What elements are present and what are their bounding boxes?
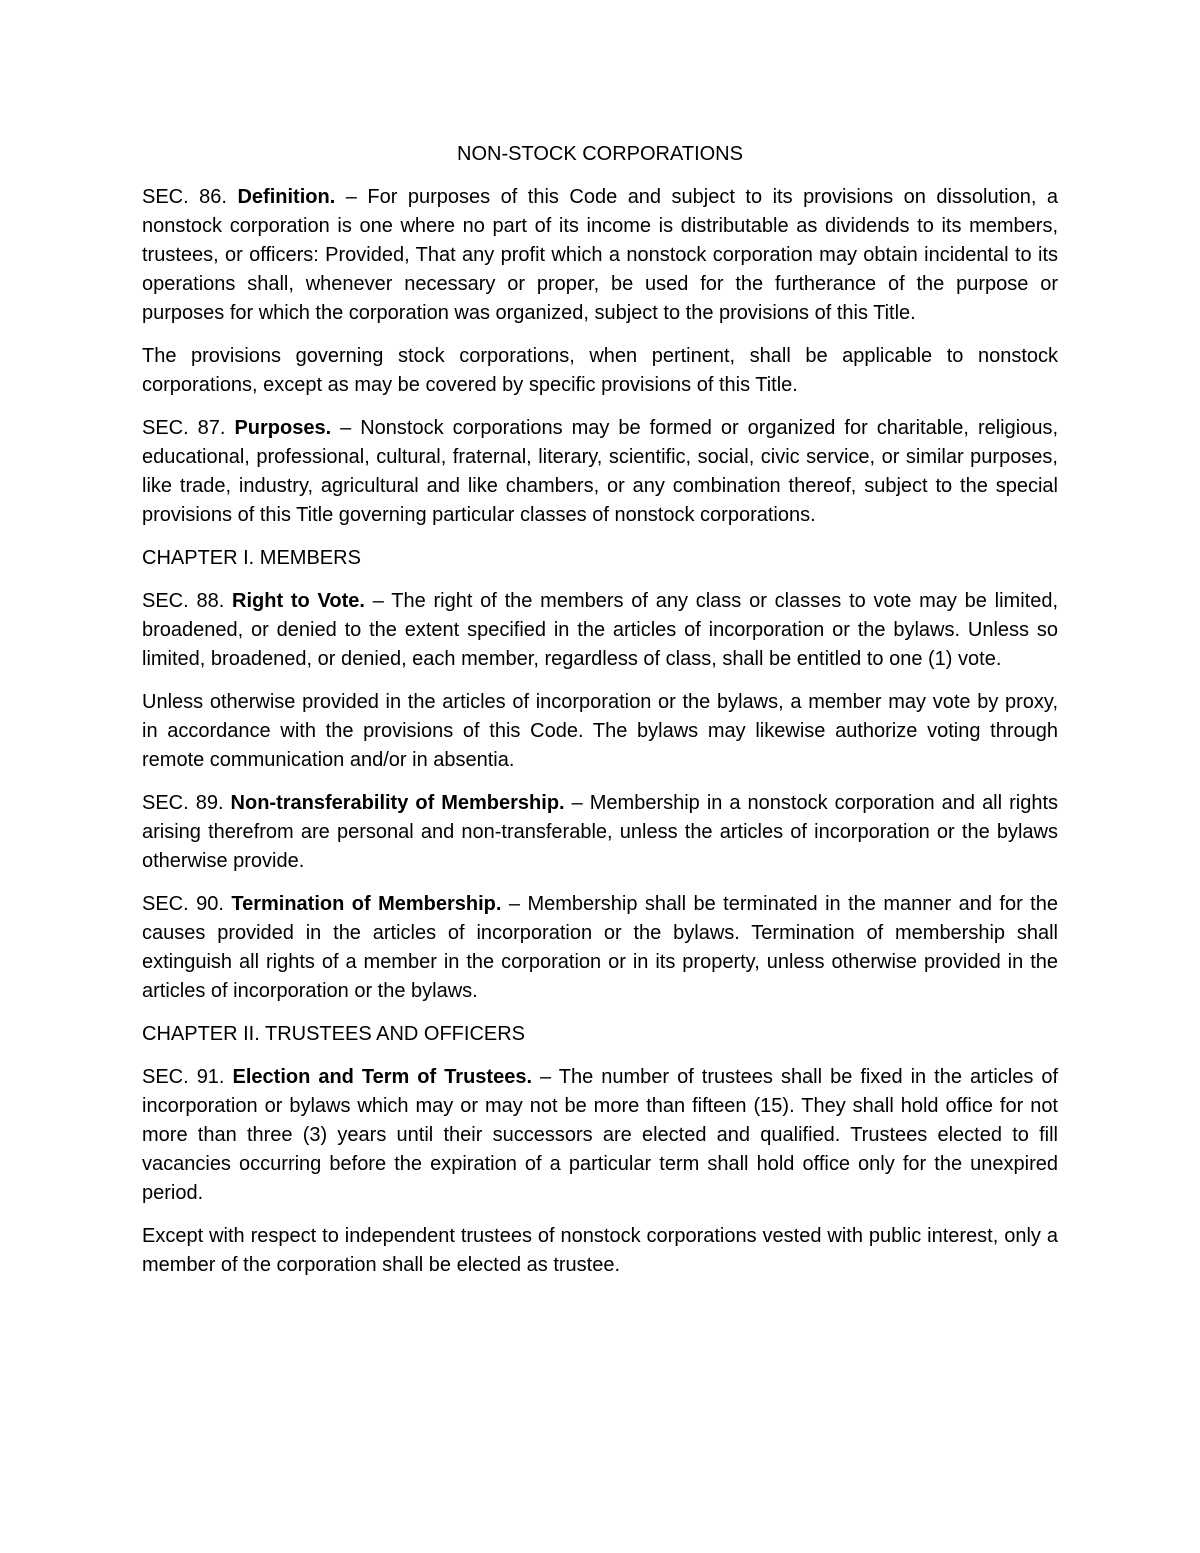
document-title: NON-STOCK CORPORATIONS bbox=[457, 143, 743, 165]
section-body: – For purposes of this Code and subject to its provisions on dissolution, a nonstock corporation is one where no part of its income is distributable as dividends to its members, trustees, or officers: Provided, That any profit which a nonstock corporation may obtain incidental to its operations shall, whenever necessary or proper, be used for the furtherance of the purpose or purposes for which the corporation was organized, subject to the provisions of this Title. bbox=[142, 186, 1058, 324]
section-86 bbox=[142, 183, 1058, 328]
paragraph: The provisions governing stock corporations, when pertinent, shall be applicable to nonstock corporations, except as may be covered by specific provisions of this Title. bbox=[142, 345, 1058, 396]
section-number: SEC. 89. bbox=[142, 792, 224, 814]
section-heading: Right to Vote. bbox=[232, 590, 365, 612]
section-body: – The number of trustees shall be fixed in the articles of incorporation or bylaws which may or may not be more than fifteen (15). They shall hold office for not more than three (3) years until their successors are elected and qualified. Trustees elected to fill vacancies occurring before the expiration of a particular term shall hold office only for the unexpired period. bbox=[142, 1066, 1059, 1204]
section-89 bbox=[142, 789, 1058, 876]
paragraph: Unless otherwise provided in the articles of incorporation or the bylaws, a member may vote by proxy, in accordance with the provisions of this Code. The bylaws may likewise authorize voting through remote communication and/or in absentia. bbox=[142, 691, 1058, 771]
section-number: SEC. 87. bbox=[142, 417, 226, 439]
section-body: – Membership shall be terminated in the manner and for the causes provided in the articles of incorporation or the bylaws. Termination of membership shall extinguish all rights of a member in the corporation or in its property, unless otherwise provided in the articles of incorporation or the bylaws. bbox=[142, 893, 1058, 1002]
chapter-heading: CHAPTER II. TRUSTEES AND OFFICERS bbox=[142, 1023, 526, 1045]
section-number: SEC. 86. bbox=[142, 186, 227, 208]
section-91 bbox=[142, 1063, 1058, 1208]
section-heading: Election and Term of Trustees. bbox=[232, 1066, 533, 1088]
section-88 bbox=[142, 587, 1058, 674]
chapter-heading: CHAPTER I. MEMBERS bbox=[142, 547, 361, 569]
section-number: SEC. 88. bbox=[142, 590, 225, 612]
section-body: – The right of the members of any class or classes to vote may be limited, broadened, or denied to the extent specified in the articles of incorporation or the bylaws. Unless so limited, broadened, or denied, each member, regardless of class, shall be entitled to one (1) vote. bbox=[142, 590, 1058, 670]
section-heading: Non-transferability of Membership. bbox=[230, 792, 565, 814]
section-number: SEC. 91. bbox=[142, 1066, 225, 1088]
paragraph: Except with respect to independent trustees of nonstock corporations vested with public interest, only a member of the corporation shall be elected as trustee. bbox=[142, 1225, 1058, 1276]
section-heading: Purposes. bbox=[234, 417, 332, 439]
section-90 bbox=[142, 890, 1058, 1006]
section-heading: Termination of Membership. bbox=[231, 893, 502, 915]
section-87 bbox=[142, 414, 1058, 530]
section-body: – Nonstock corporations may be formed or organized for charitable, religious, educational, professional, cultural, fraternal, literary, scientific, social, civic service, or similar purposes, like trade, industry, agricultural and like chambers, or any combination thereof, subject to the special provisions of this Title governing particular classes of nonstock corporations. bbox=[142, 417, 1058, 526]
document-page bbox=[142, 140, 1058, 1294]
section-heading: Definition. bbox=[237, 186, 336, 208]
section-number: SEC. 90. bbox=[142, 893, 224, 915]
section-body: – Membership in a nonstock corporation and all rights arising therefrom are personal and non-transferable, unless the articles of incorporation or the bylaws otherwise provide. bbox=[142, 792, 1058, 872]
